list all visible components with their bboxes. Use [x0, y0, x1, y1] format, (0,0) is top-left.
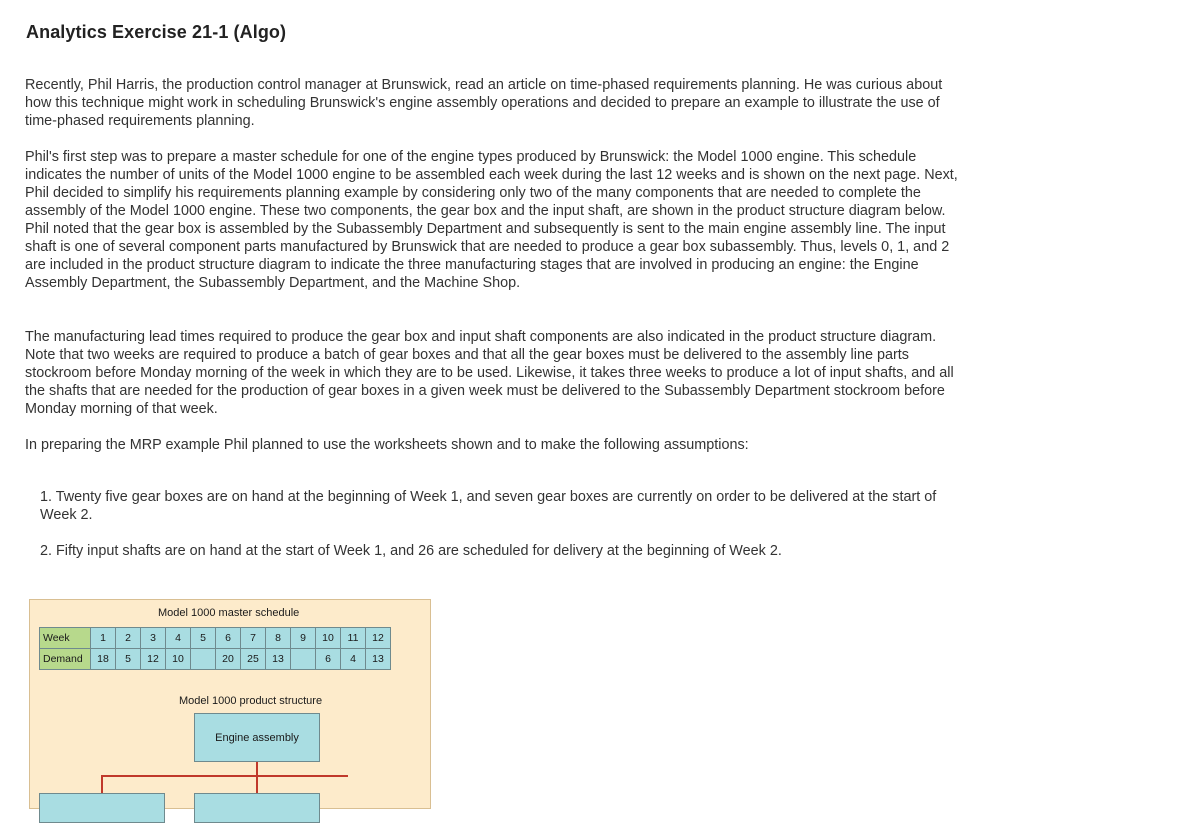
week-cell: 9 — [291, 628, 316, 649]
week-cell: 6 — [216, 628, 241, 649]
intro-paragraph: Recently, Phil Harris, the production control manager at Brunswick, read an article on time-phased requirements planning. He was curious about how this technique might work in scheduling Brunswick's engine assembly operations and decided to prepare an example to illustrate the use of time-phased requirements planning. — [25, 77, 943, 129]
assumption-item: 2. Fifty input shafts are on hand at the start of Week 1, and 26 are scheduled for delivery at the beginning of Week 2. — [40, 543, 782, 559]
assumptions-intro: In preparing the MRP example Phil planned to use the worksheets shown and to make the following assumptions: — [25, 437, 749, 453]
demand-cell: 4 — [341, 649, 366, 670]
schedule-title: Model 1000 master schedule — [158, 607, 300, 619]
demand-cell: 13 — [366, 649, 391, 670]
demand-cell: 13 — [266, 649, 291, 670]
connector-line — [101, 775, 103, 795]
child-node — [39, 793, 165, 823]
demand-cell — [191, 649, 216, 670]
week-cell: 4 — [166, 628, 191, 649]
week-cell: 8 — [266, 628, 291, 649]
week-label: Week — [40, 628, 91, 649]
mrp-figure — [29, 599, 431, 809]
week-cell: 2 — [116, 628, 141, 649]
week-row — [40, 628, 391, 649]
demand-cell: 20 — [216, 649, 241, 670]
week-cell: 5 — [191, 628, 216, 649]
demand-cell: 5 — [116, 649, 141, 670]
week-cell: 3 — [141, 628, 166, 649]
engine-assembly-node — [194, 713, 320, 762]
demand-cell: 18 — [91, 649, 116, 670]
connector-line — [256, 762, 258, 776]
demand-cell: 25 — [241, 649, 266, 670]
master-schedule-paragraph: Phil's first step was to prepare a master schedule for one of the engine types produced by Brunswick: the Model 1000 engine. This schedule indicates the number of units of the Model 1000 engine to be assembled each week during the last 12 weeks and is shown on the next page. Next, Phil decided to simplify his requirements planning example by considering only two of the many components that are needed to complete the assembly of the Model 1000 engine. These two components, the gear box and the input shaft, are shown in the product structure diagram below. Phil noted that the gear box is assembled by the Subassembly Department and subsequently is sent to the main engine assembly line. The input shaft is one of several component parts manufactured by Brunswick that are needed to produce a gear box subassembly. Thus, levels 0, 1, and 2 are included in the product structure diagram to indicate the three manufacturing stages that are involved in producing an engine: the Engine Assembly Department, the Subassembly Department, and the Machine Shop. — [25, 149, 958, 291]
engine-assembly-label: Engine assembly — [215, 731, 299, 744]
connector-line — [101, 775, 348, 777]
demand-cell: 6 — [316, 649, 341, 670]
week-cell: 7 — [241, 628, 266, 649]
week-cell: 10 — [316, 628, 341, 649]
structure-title: Model 1000 product structure — [179, 695, 323, 707]
demand-cell: 12 — [141, 649, 166, 670]
page-title: Analytics Exercise 21-1 (Algo) — [26, 22, 287, 42]
master-schedule-table — [39, 627, 391, 670]
week-cell: 12 — [366, 628, 391, 649]
demand-cell — [291, 649, 316, 670]
demand-cell: 10 — [166, 649, 191, 670]
demand-label: Demand — [40, 649, 91, 670]
assumption-item: 1. Twenty five gear boxes are on hand at the beginning of Week 1, and seven gear boxes are currently on order to be delivered at the start of Week 2. — [40, 489, 937, 523]
child-node — [194, 793, 320, 823]
lead-times-paragraph: The manufacturing lead times required to produce the gear box and input shaft components are also indicated in the product structure diagram. Note that two weeks are required to produce a batch of gear boxes and that all the gear boxes must be delivered to the assembly line parts stockroom before Monday morning of the week in which they are to be used. Likewise, it takes three weeks to produce a lot of input shafts, and all the shafts that are needed for the production of gear boxes in a given week must be delivered to the Subassembly Department stockroom before Monday morning of that week. — [25, 329, 954, 417]
week-cell: 1 — [91, 628, 116, 649]
connector-line — [256, 775, 258, 795]
demand-row — [40, 649, 391, 670]
week-cell: 11 — [341, 628, 366, 649]
